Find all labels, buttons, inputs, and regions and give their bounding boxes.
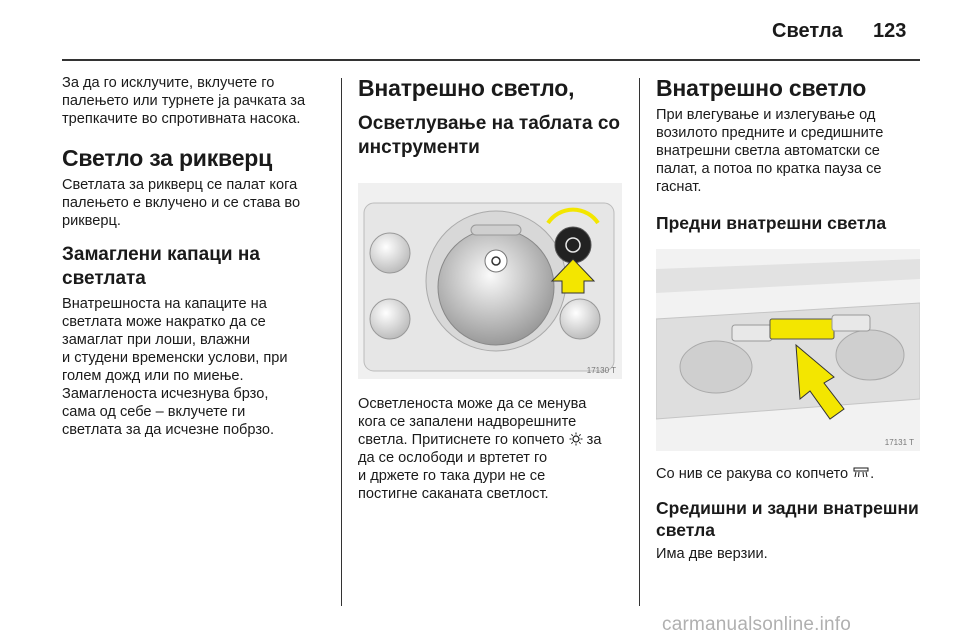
roof-lamp-figure xyxy=(656,249,920,451)
instrument-illumination-heading: Осветлување на таблата со инструменти xyxy=(358,113,621,158)
header-rule xyxy=(62,59,920,61)
column-3 xyxy=(656,74,926,563)
dimmer-instructions: Осветленоста може да се менува кога се запалени надворешните светла. Притиснете го копчето за да се ослободи и вртетет го и држете го така дури не се постигне саканата светлост. xyxy=(358,396,602,502)
interior-light-heading-2: Внатрешно светло xyxy=(656,75,867,101)
interior-light-heading: Внатрешно светло, xyxy=(358,75,575,101)
figure-code: 17130 T xyxy=(586,366,616,375)
light-switch-figure xyxy=(358,183,622,379)
figure-code-2: 17131 T xyxy=(884,438,914,447)
light-switch-illustration xyxy=(358,183,622,379)
column-1 xyxy=(62,74,332,439)
watermark: carmanualsonline.info xyxy=(662,614,852,635)
header-title: Светла xyxy=(772,20,843,42)
rear-interior-text: Има две верзии. xyxy=(656,546,768,562)
page-number: 123 xyxy=(873,20,907,42)
rear-interior-heading: Средишни и задни внатрешни светла xyxy=(656,498,919,540)
reverse-light-text: Светлата за рикверц се палат кога палењето е вклучено и се става во рикверц. xyxy=(62,177,301,229)
fog-text: Внатрешноста на капаците на светлата може накратко да се замаглат при лоши, влажни и студени временски услови, при голем дожд или по миење. Замагленоста исчезнува брзо, сама од себе – вклучете ги светлата за да исчезне побрзо. xyxy=(62,296,288,438)
column-2 xyxy=(358,74,628,503)
roof-lamp-illustration xyxy=(656,249,920,451)
front-interior-heading: Предни внатрешни светла xyxy=(656,213,887,233)
dimmer-sun-icon xyxy=(569,432,583,446)
intro-paragraph: За да го исклучите, вклучете го палењето или турнете ја рачката за трепкачите во спротивната насока. xyxy=(62,75,306,127)
fog-heading: Замаглени капаци на светлата xyxy=(62,244,260,289)
front-interior-text: Со нив се ракува со копчето . xyxy=(656,466,875,482)
reverse-light-heading: Светло за рикверц xyxy=(62,145,273,171)
interior-lamp-icon xyxy=(852,466,870,480)
column-divider xyxy=(341,78,342,606)
interior-light-text: При влегување и излегување од возилото предните и средишните внатрешни светла автоматски се палат, а потоа по кратка пауза се гаснат. xyxy=(656,107,884,195)
column-divider xyxy=(639,78,640,606)
